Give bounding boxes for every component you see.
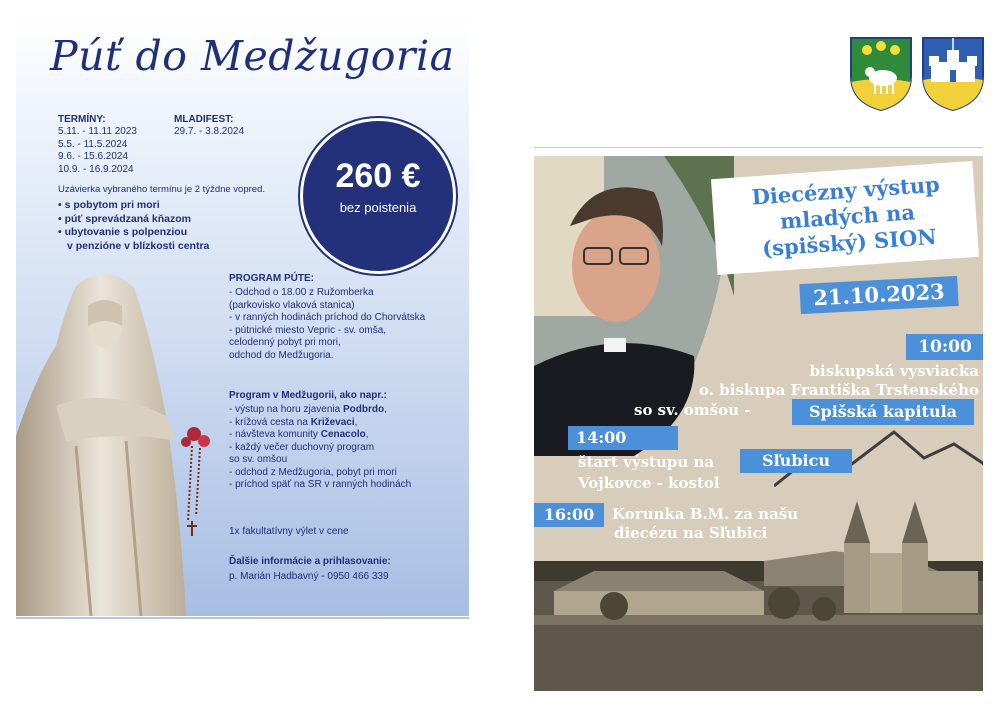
madonna-statue-icon — [16, 266, 216, 616]
bullet-item: • púť sprevádzaná kňazom — [58, 212, 191, 225]
event-1-line: so sv. omšou - — [634, 401, 751, 419]
event-2-line: štart výstupu na — [578, 453, 715, 471]
time-2: 14:00 — [568, 426, 678, 450]
medzugorie-program-list — [229, 404, 411, 492]
time-3: 16:00 — [534, 503, 604, 527]
price-value: 260 € — [335, 157, 421, 195]
program-item: - Odchod o 18.00 z Ružomberka — [229, 287, 374, 298]
divider — [534, 147, 983, 148]
program-item: - pútnické miesto Vepric - sv. omša, — [229, 324, 387, 336]
crests — [849, 36, 985, 112]
terminy-label: TERMÍNY: — [58, 114, 106, 125]
pilgrimage-poster — [16, 18, 469, 616]
program-item: odchod do Medžugoria. — [229, 349, 334, 361]
feature-bullets — [58, 199, 209, 253]
medz-item: - odchod z Medžugoria, pobyt pri mori — [229, 466, 397, 478]
trip-note: 1x fakultatívny výlet v cene — [229, 526, 349, 537]
medz-item: so sv. omšou — [229, 454, 288, 465]
deadline-note: Uzávierka vybraného termínu je 2 týždne vopred. — [58, 184, 265, 195]
medz-item: - krížová cesta na Križevaci, — [229, 416, 358, 428]
contact-info: p. Marián Hadbavný - 0950 466 339 — [229, 571, 389, 582]
program-item: (parkovisko vlaková stanica) — [229, 299, 355, 311]
price-note: bez poistenia — [339, 200, 417, 215]
spisska-kapitula-photo-icon — [534, 491, 983, 691]
village-crest-lamb-icon — [851, 38, 911, 110]
village-crest-castle-icon — [923, 38, 983, 110]
time-1: 10:00 — [906, 334, 983, 360]
event-1 — [694, 362, 979, 400]
terminy-list — [58, 126, 137, 176]
youth-event-poster — [534, 156, 983, 691]
termin-item: 5.11. - 11.11 2023 — [58, 126, 137, 137]
program-list — [229, 287, 425, 362]
price-badge — [300, 118, 456, 274]
bullet-item: v penzióne v blízkosti centra — [67, 239, 210, 252]
event-2-line: Vojkovce - kostol — [578, 474, 720, 492]
divider — [16, 617, 469, 619]
program-item: - v ranných hodinách príchod do Chorvátska — [229, 312, 426, 323]
event-1-line: o. biskupa Františka Trstenského — [699, 381, 979, 399]
termin-item: 5.5. - 11.5.2024 — [58, 138, 128, 150]
title-line: Diecézny výstup — [750, 171, 941, 210]
bullet-item: • ubytovanie s polpenziou — [58, 226, 188, 238]
program-title: PROGRAM PÚTE: — [229, 273, 314, 284]
bullet-item: • s pobytom pri mori — [58, 199, 160, 211]
place-2: Sľubicu — [740, 449, 852, 473]
program-item: celodenný pobyt pri mori, — [229, 337, 341, 348]
info-title: Ďalšie informácie a prihlasovanie: — [229, 556, 391, 567]
medz-item: - výstup na horu zjavenia Podbrdo, — [229, 404, 387, 415]
event-3-line: Korunka B.M. za našu — [612, 505, 799, 523]
event-date: 21.10.2023 — [799, 276, 958, 314]
termin-item: 9.6. - 15.6.2024 — [58, 151, 129, 162]
termin-item: 10.9. - 16.9.2024 — [58, 163, 134, 175]
event-3-line: diecézu na Sľubici — [614, 524, 768, 542]
medz-item: - návšteva komunity Cenacolo, — [229, 429, 369, 440]
mladifest-label: MLADIFEST: — [174, 114, 234, 125]
place-1: Spišská kapitula — [792, 399, 974, 425]
poster-title: Púť do Medžugoria — [50, 32, 455, 80]
medzugorie-program-title: Program v Medžugorii, ako napr.: — [229, 390, 387, 401]
title-line: mladých na — [779, 199, 916, 234]
medz-item: - príchod späť na SR v ranných hodinách — [229, 479, 412, 490]
mladifest-date: 29.7. - 3.8.2024 — [174, 126, 245, 137]
event-1-line: biskupská vysviacka — [809, 362, 979, 380]
medz-item: - každý večer duchovný program — [229, 441, 375, 453]
title-line: (spišský) SION — [761, 223, 938, 261]
